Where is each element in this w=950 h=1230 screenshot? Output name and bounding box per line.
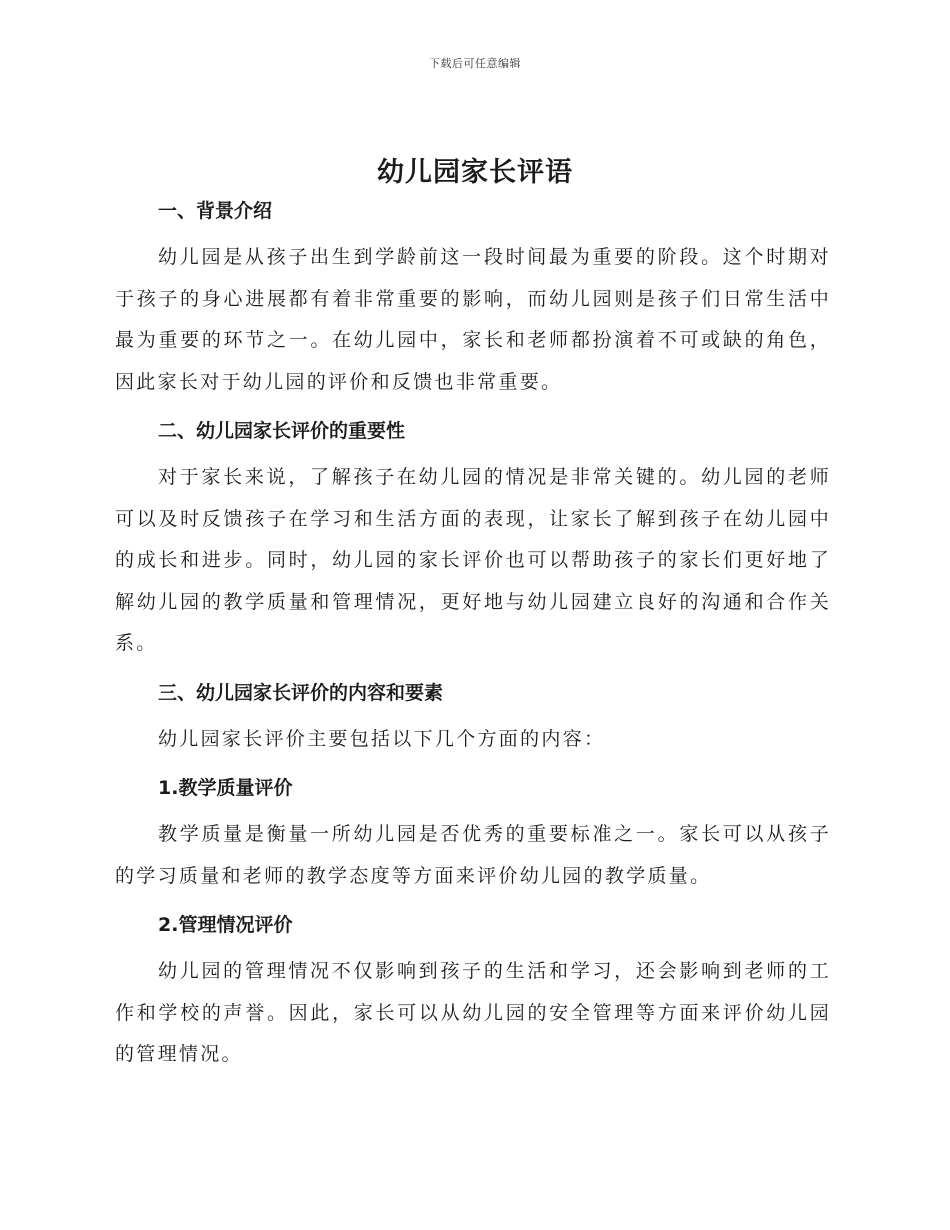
section-paragraph-content: 幼儿园家长评价主要包括以下几个方面的内容： — [158, 727, 606, 750]
section-heading-teaching-quality: 1.教学质量评价 — [158, 777, 293, 799]
section-paragraph-background: 幼儿园是从孩子出生到学龄前这一段时间最为重要的阶段。这个时期对于孩子的身心进展都有着非常重要的影响，而幼儿园则是孩子们日常生活中最为重要的环节之一。在幼儿园中，家长和老师都扮演着不可或缺的角色，因此家长对于幼儿园的评价和反馈也非常重要。 — [115, 246, 831, 393]
section-heading-background: 一、背景介绍 — [158, 200, 273, 222]
document-body — [115, 195, 831, 1076]
document-title: 幼儿园家长评语 — [377, 157, 573, 188]
section-paragraph-teaching-quality: 教学质量是衡量一所幼儿园是否优秀的重要标准之一。家长可以从孩子的学习质量和老师的教学态度等方面来评价幼儿园的教学质量。 — [115, 823, 831, 887]
section-heading-importance: 二、幼儿园家长评价的重要性 — [158, 420, 406, 442]
section-heading-content: 三、幼儿园家长评价的内容和要素 — [158, 681, 444, 704]
section-heading-management: 2.管理情况评价 — [158, 914, 293, 936]
page-header-note: 下载后可任意编辑 — [429, 57, 521, 70]
section-paragraph-management: 幼儿园的管理情况不仅影响到孩子的生活和学习，还会影响到老师的工作和学校的声誉。因此，家长可以从幼儿园的安全管理等方面来评价幼儿园的管理情况。 — [115, 960, 831, 1065]
section-paragraph-importance: 对于家长来说，了解孩子在幼儿园的情况是非常关键的。幼儿园的老师可以及时反馈孩子在学习和生活方面的表现，让家长了解到孩子在幼儿园中的成长和进步。同时，幼儿园的家长评价也可以帮助孩子的家长们更好地了解幼儿园的教学质量和管理情况，更好地与幼儿园建立良好的沟通和合作关系。 — [115, 466, 831, 654]
